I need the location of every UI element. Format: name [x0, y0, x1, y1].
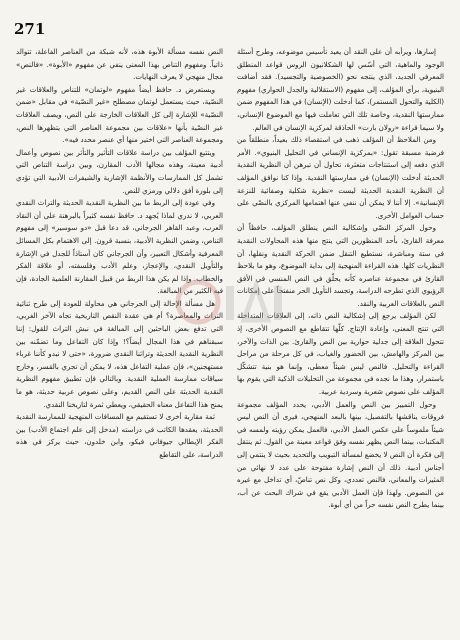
paragraph: ثمة مقاربة أخرى لا تستقيم مع المسافات المنهجية للممارسة النقدية الحديثة، يعقدها الكاتب في دراسته (مدخل إلى علم اجتماع الأدب) بين الفكر الإيطالي جيوفاني فيكو، وابن خلدون، حيث يركز في هذه الدراسة، على التقاطع: [16, 412, 223, 459]
paragraph: وحول التمييز بين النص والعمل الأدبي، يحدد المؤلف مجموعة فروقات يناقشها بالتفصيل، بينها بالبعد المنهجي، فيرى أن النص ليس شيئاً ملموساً على عكس العمل الأدبي، فالعمل يمكن رؤيته ولمسه في المكتبات، بينما النص يظهر نفسه وفق قواعد معينة من القول. ثم ينتقل إلى فكرة أن النص لا يخضع لمسألة التبويب والتحديد بحيث لا ينتمي إلى أجناس أدبية. ذلك أن النص إشارة مفتوحة على عدد لا نهائي من المثيرات والمعاني، فالنص تعددي، وكل نص تناصّ، أي تداخل مع غيره من النصوص. ولهذا فإن العمل الأدبي يقع في شراك البحث عن أب، بينما يطرح النص نفسه حراً من أي أبوة.: [237, 399, 444, 510]
paragraph: وفي عودة إلى الربط ما بين النظرية النقدية الحديثة والتراث النقدي العربي، لا ندري لماذا يُجهد د. حافظ نفسه كثيراً بالبرهنة على أن النقاد العرب، وعبد القاهر الجرجاني، قد دعا قبل «دو سوسير» إلى مفهوم التناص، وضمن النظرية الأدبية، بنسبة قرون. إلى الاهتمام بكل المسائل المعرفية وأشكال التعبير، وأن الجرجاني كان أستاذاً للجدل في الإشارة والتأويل النقدي، والإعجاز، وعلم الأدب وفلسفته، أو علاقة الفكر والخطاب. وإذا لم يكن هذا الربط من قبيل المقارنة العلمية الجادة، فإن فيه الكثير من المبالغة.: [16, 198, 223, 296]
paragraph: إسارها، ويرأبه أن على النقد أن يعيد تأسيس موضوعه، وطرح أسئلة الوجود والماهية، التي أسّس لها الشكلانيون الروس قواعد المنطلق المعرفي الجديد، الذي ينتجه نحو (الخصوصية والتجسيد). فقد أضافت البنيوية، برأي المؤلف، إلى مفهوم (الاستقلالية والجدل الحواري) مفهوم (الكلية والتحول المستمر)، كما أدخلت (الإنسان) في هذا المفهوم ضمن ممارستها النقدية، وخاصة تلك التي تعاملت فيها مع الموضوع الإنساني، ولا سيما قراءة «رولان بارت» الحاذقة لمركزية الإنسان في العالم.: [237, 47, 444, 132]
paragraph: النص نفسه مسألة الأبوة هذه، لأنه شبكة من العناصر الفاعلة، تتوالد ذاتياً. ومفهوم التناص بهذا المعنى ينفي عن مفهوم «الأبوة». «فالنص» مجال منهجي لا يعرف النهايات.: [16, 47, 223, 82]
paragraph: هل مسألة الإحالة إلى الجرجاني هي محاولة للعودة إلى طرح ثنائية التراث والمعاصرة؟ أم هي عقدة النقص التاريخية تجاه الآخر الغربي، التي تدفع بعض الباحثين إلى المبالغة في نبش التراث للقول: إننا سبقناهم في هذا المجال أيضاً؟! وإذا كان التفاعل وما تضمّنه بين النظرية النقدية الحديثة وتراثنا النقدي ضرورة، «حتى لا نبدو كأننا غرباء مستهجنين»، فإن عملية التفاعل هذه، لا يمكن أن تجري بالقسر، وخارج سياقات ممارسة العملية النقدية. وبالتالي فإن تطبيق مفهوم النظرية النقدية الحديثة على النص القديم، وعلى نصوص عربية حديثة، هو ما يمنح هذا التفاعل معناه الحقيقي، ويعطي ثمرة لتاريخنا النقدي.: [16, 298, 223, 409]
page-number: 271: [14, 20, 46, 38]
text-columns: [16, 46, 444, 632]
paragraph: ويتتبع المؤلف بين دراسة علاقات التأثير والتأثر بين نصوص وأعمال أدبية معينة، وهذه مجالها الأدب المقارن، وبين دراسة التناص التي تشمل كل الممارسات والأنظمة الإشارية والشيفرات الأدبية التي تؤدي إلى بلورة أفق دلالي ورمزي للنص.: [16, 147, 223, 195]
right-column: [237, 46, 444, 632]
paragraph: ويستعرض د. حافظ أيضاً مفهوم «لوتمان» للتناص والعلاقات غير النصّية، حيث يستعمل لوتمان مصطلح «غير النصّية» في مقابل «ضمن النصّية» للإشارة إلى كل العلاقات الخارجة على النص، ويصف العلاقات غير النصّية بأنها «علاقات بين مجموعة العناصر التي يتظهرها النص، ومجموعة العناصر التي اختير منها أي عنصر محدد فيه».: [16, 84, 223, 145]
left-column: [16, 46, 223, 632]
paragraph: ومن الملاحظ أن المؤلف ذهب في استقصاء ذلك بعيداً، منطلقاً من فرضية مسبقة تقول: «بمركزية الإنساني في التحليل البنيوي». الأمر الذي دفعه إلى استنتاجات متعثرة، تحاول أن تبرهن أن النظرية النقدية الحديثة أدخلت (الإنسان) في ممارستها النقدية. وإذا كنا نوافق المؤلف أن النظرية النقدية الحديثة ليست «نظرية شكلية وصفائية للنزعة الإنسانية». إلا أننا لا يمكن أن ننفي عنها اهتمامها المركزي بالنصّي على حساب العوامل الأخرى.: [237, 135, 444, 220]
paragraph: لكن المؤلف يرجع إلى إشكالية النص ذاته، إلى العلاقات المتداخلة التي تنتج المعنى، وإعادة الإنتاج. كلّها تتقاطع مع النصوص الأخرى، إذ تتحول العلاقة إلى جدلية حوارية بين النص والقارئ. بين الذات والآخر، بين المركز والهامش، بين الحضور والغياب، في كل مرحلة من مراحل القراءة والتحليل. فالنص ليس شيئاً معطى، وإنما هو بنية تتشكّل باستمرار، وهذا ما نجده في مجموعة من التحليلات الذكية التي يقوم بها المؤلف على نصوص شعرية وسردية عربية.: [237, 311, 444, 397]
paragraph: وحول المركز النصّي وإشكالية النص ينطلق المؤلف، حافظاً أن معرفة القارئ، بأحد المنظورين التي ينتج منها هذه المحاولات النقدية في ستة ومباشرة، نستطيع التنقل ضمن الحركة النقدية ونقلها، أن النظريات كلها. هذه القراءة المنهجية إلى بداية الموضوع، وهو ما يلاحظ القارئ في مجموعة عناصره كأنه يحلّق في النص المنسي في الأفق الرؤيوي الذي تطرحه الدراسة، وتجسد التأويل الحر منفتحاً على إمكانات النص بالعلاقات العربية والنقد.: [237, 223, 444, 308]
